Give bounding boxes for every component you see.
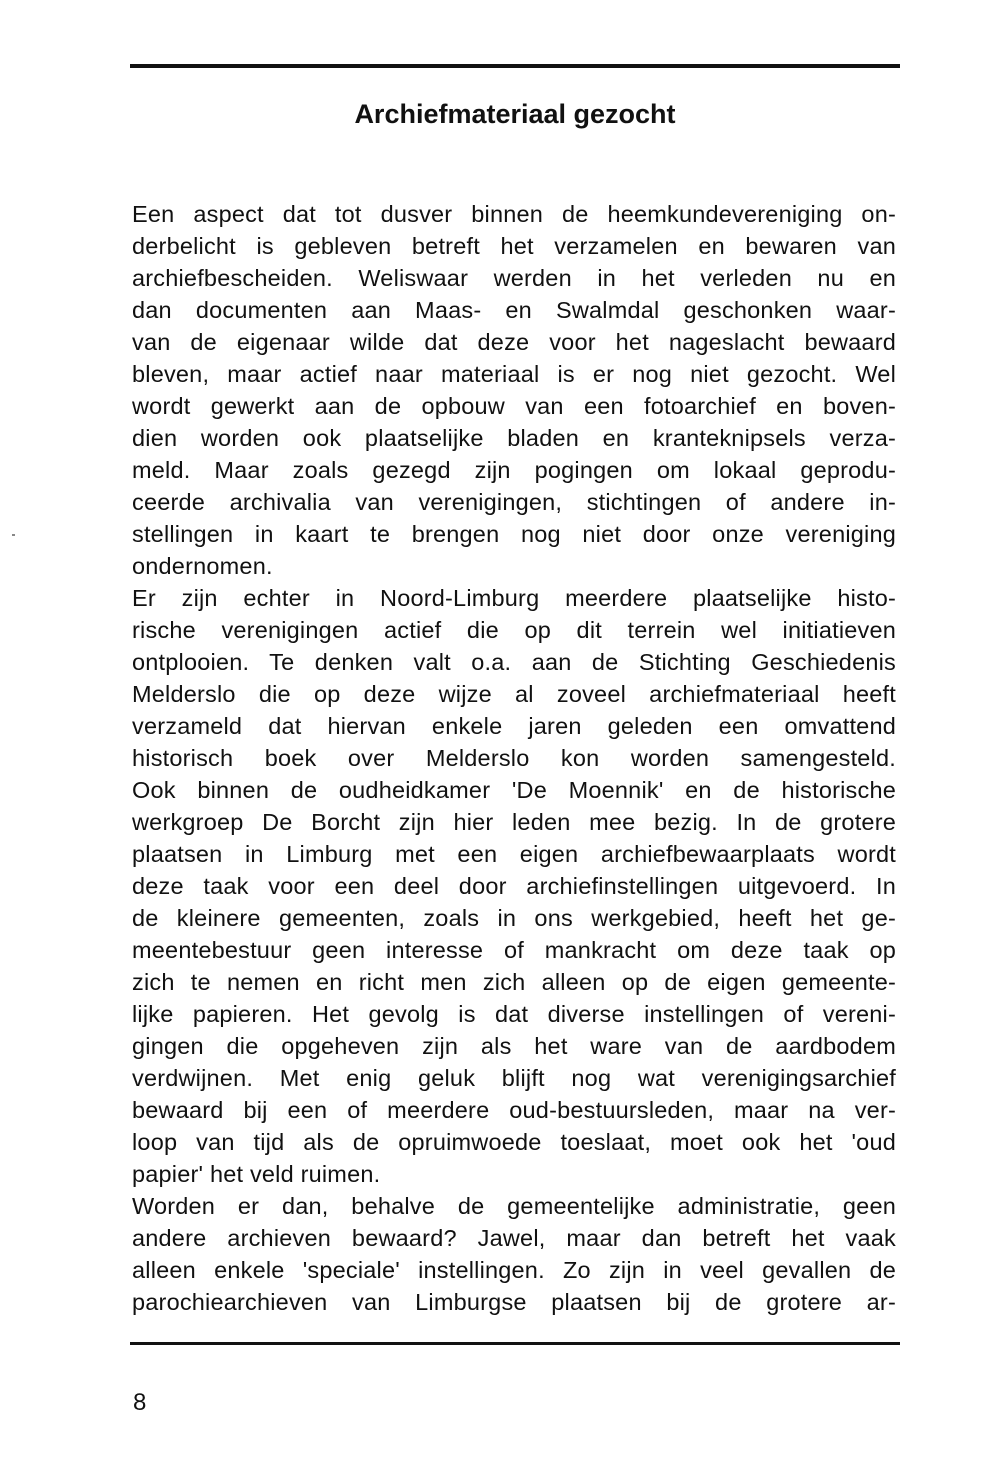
text-line: historisch boek over Melderslo kon worden samengesteld. — [132, 745, 896, 771]
text-line: dien worden ook plaatselijke bladen en kranteknipsels verza- — [132, 425, 896, 451]
text-line: Er zijn echter in Noord-Limburg meerdere plaatselijke histo- — [132, 585, 896, 611]
text-line: werkgroep De Borcht zijn hier leden mee bezig. In de grotere — [132, 809, 896, 835]
text-line: loop van tijd als de opruimwoede toeslaat, moet ook het 'oud — [132, 1129, 896, 1155]
text-line: dan documenten aan Maas- en Swalmdal geschonken waar- — [132, 297, 896, 323]
text-line: archiefbescheiden. Weliswaar werden in het verleden nu en — [132, 265, 896, 291]
text-line: bleven, maar actief naar materiaal is er nog niet gezocht. Wel — [132, 361, 896, 387]
text-line: ceerde archivalia van verenigingen, stichtingen of andere in- — [132, 489, 896, 515]
text-line: Een aspect dat tot dusver binnen de heemkundevereniging on- — [132, 201, 896, 227]
text-line: van de eigenaar wilde dat deze voor het nageslacht bewaard — [132, 329, 896, 355]
text-line: parochiearchieven van Limburgse plaatsen bij de grotere ar- — [132, 1289, 896, 1315]
text-line: rische verenigingen actief die op dit terrein wel initiatieven — [132, 617, 896, 643]
text-line: wordt gewerkt aan de opbouw van een fotoarchief en boven- — [132, 393, 896, 419]
text-line: Worden er dan, behalve de gemeentelijke administratie, geen — [132, 1193, 896, 1219]
text-line: gingen die opgeheven zijn als het ware van de aardbodem — [132, 1033, 896, 1059]
text-line: plaatsen in Limburg met een eigen archiefbewaarplaats wordt — [132, 841, 896, 867]
text-line: Ook binnen de oudheidkamer 'De Moennik' en de historische — [132, 777, 896, 803]
text-line: deze taak voor een deel door archiefinstellingen uitgevoerd. In — [132, 873, 896, 899]
text-line: meentebestuur geen interesse of mankracht om deze taak op — [132, 937, 896, 963]
top-rule — [130, 64, 900, 68]
text-line: verdwijnen. Met enig geluk blijft nog wat verenigingsarchief — [132, 1065, 896, 1091]
text-line: andere archieven bewaard? Jawel, maar dan betreft het vaak — [132, 1225, 896, 1251]
text-line: ondernomen. — [132, 553, 273, 579]
text-line: bewaard bij een of meerdere oud-bestuursleden, maar na ver- — [132, 1097, 896, 1123]
text-line: alleen enkele 'speciale' instellingen. Zo zijn in veel gevallen de — [132, 1257, 896, 1283]
page-number: 8 — [133, 1389, 147, 1416]
scan-speck — [12, 534, 15, 536]
text-line: Melderslo die op deze wijze al zoveel archiefmateriaal heeft — [132, 681, 896, 707]
text-line: verzameld dat hiervan enkele jaren geleden een omvattend — [132, 713, 896, 739]
text-line: lijke papieren. Het gevolg is dat diverse instellingen of vereni- — [132, 1001, 896, 1027]
article-title: Archiefmateriaal gezocht — [354, 99, 676, 129]
article-body — [132, 198, 896, 1318]
text-line: zich te nemen en richt men zich alleen op de eigen gemeente- — [132, 969, 896, 995]
text-line: meld. Maar zoals gezegd zijn pogingen om lokaal geprodu- — [132, 457, 896, 483]
text-line: de kleinere gemeenten, zoals in ons werkgebied, heeft het ge- — [132, 905, 896, 931]
text-line: ontplooien. Te denken valt o.a. aan de Stichting Geschiedenis — [132, 649, 896, 675]
text-line: papier' het veld ruimen. — [132, 1161, 381, 1187]
text-line: derbelicht is gebleven betreft het verzamelen en bewaren van — [132, 233, 896, 259]
bottom-rule — [130, 1342, 900, 1345]
text-line: stellingen in kaart te brengen nog niet door onze vereniging — [132, 521, 896, 547]
